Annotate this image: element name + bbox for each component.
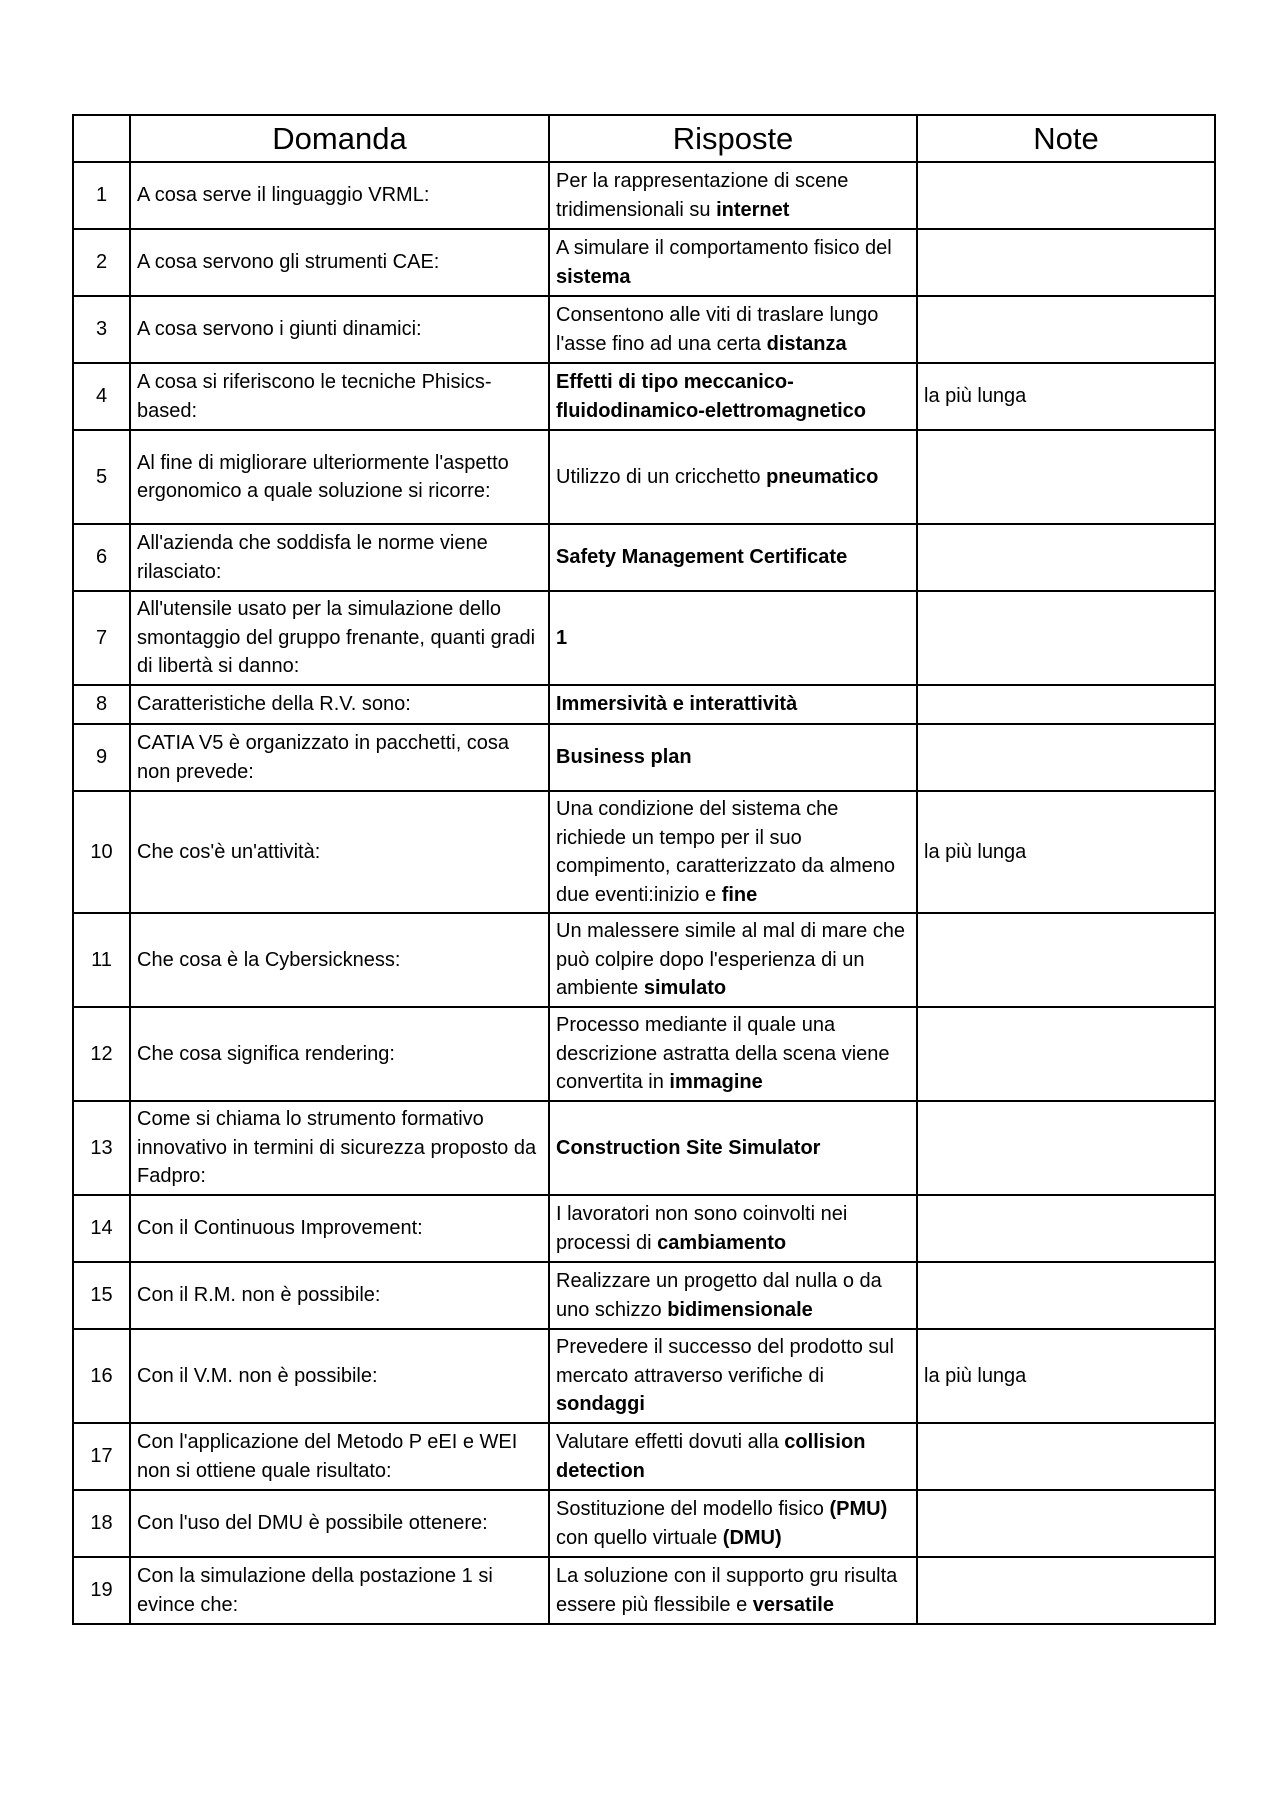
answer-cell	[549, 363, 917, 430]
answer-keyword: distanza	[766, 332, 847, 355]
question-cell: Con la simulazione della postazione 1 si evince che:	[130, 1557, 549, 1624]
row-number: 6	[73, 524, 130, 591]
header-note: Note	[917, 115, 1215, 162]
question-cell: Caratteristiche della R.V. sono:	[130, 685, 549, 724]
note-cell	[917, 229, 1215, 296]
answer-cell	[549, 1557, 917, 1624]
table-row	[73, 363, 1215, 430]
table-row	[73, 1007, 1215, 1101]
answer-keyword: Business plan	[556, 746, 692, 769]
row-number: 19	[73, 1557, 130, 1624]
header-answer: Risposte	[549, 115, 917, 162]
question-cell: Che cosa significa rendering:	[130, 1007, 549, 1101]
note-cell	[917, 162, 1215, 229]
row-number: 13	[73, 1101, 130, 1195]
answer-text: Una condizione del sistema che richiede un tempo per il suo compimento, caratterizzato da almeno due eventi:inizio e	[556, 798, 896, 906]
qa-table	[72, 114, 1216, 1625]
answer-text: Consentono alle viti di traslare lungo l'asse fino ad una certa	[556, 304, 879, 355]
table-row	[73, 791, 1215, 913]
answer-text: I lavoratori non sono coinvolti nei processi di	[556, 1203, 848, 1254]
header-number	[73, 115, 130, 162]
row-number: 4	[73, 363, 130, 430]
table-row	[73, 1490, 1215, 1557]
row-number: 16	[73, 1329, 130, 1423]
table-row	[73, 1557, 1215, 1624]
answer-cell	[549, 296, 917, 363]
note-cell	[917, 1007, 1215, 1101]
table-row	[73, 296, 1215, 363]
answer-keyword: sistema	[556, 265, 631, 288]
row-number: 11	[73, 913, 130, 1007]
question-cell: A cosa servono gli strumenti CAE:	[130, 229, 549, 296]
row-number: 2	[73, 229, 130, 296]
question-cell: Con l'uso del DMU è possibile ottenere:	[130, 1490, 549, 1557]
question-cell: A cosa serve il linguaggio VRML:	[130, 162, 549, 229]
note-cell	[917, 685, 1215, 724]
answer-keyword: sondaggi	[556, 1393, 645, 1416]
answer-text: Valutare effetti dovuti alla	[556, 1431, 779, 1453]
row-number: 14	[73, 1195, 130, 1262]
note-cell: la più lunga	[917, 363, 1215, 430]
table-row	[73, 913, 1215, 1007]
answer-text: A simulare il comportamento fisico del	[556, 237, 892, 259]
row-number: 9	[73, 724, 130, 791]
table-row	[73, 229, 1215, 296]
question-cell: Con il Continuous Improvement:	[130, 1195, 549, 1262]
table-row	[73, 1262, 1215, 1329]
answer-text: Prevedere il successo del prodotto sul mercato attraverso verifiche di	[556, 1336, 894, 1387]
answer-keyword: Safety Management Certificate	[556, 546, 848, 569]
note-cell: la più lunga	[917, 1329, 1215, 1423]
row-number: 17	[73, 1423, 130, 1490]
answer-keyword: bidimensionale	[667, 1298, 813, 1321]
answer-cell	[549, 685, 917, 724]
table-row	[73, 591, 1215, 685]
answer-keyword: cambiamento	[657, 1231, 787, 1254]
row-number: 18	[73, 1490, 130, 1557]
question-cell: Al fine di migliorare ulteriormente l'aspetto ergonomico a quale soluzione si ricorre:	[130, 430, 549, 524]
note-cell	[917, 524, 1215, 591]
table-body	[73, 162, 1215, 1624]
answer-text: con quello virtuale	[556, 1526, 718, 1549]
question-cell: All'utensile usato per la simulazione dello smontaggio del gruppo frenante, quanti gradi di libertà si danno:	[130, 591, 549, 685]
row-number: 12	[73, 1007, 130, 1101]
question-cell: Come si chiama lo strumento formativo innovativo in termini di sicurezza proposto da Fadpro:	[130, 1101, 549, 1195]
row-number: 3	[73, 296, 130, 363]
note-cell	[917, 913, 1215, 1007]
answer-cell	[549, 724, 917, 791]
question-cell: Che cos'è un'attività:	[130, 791, 549, 913]
answer-cell	[549, 162, 917, 229]
answer-cell	[549, 591, 917, 685]
table-row	[73, 1195, 1215, 1262]
row-number: 10	[73, 791, 130, 913]
question-cell: A cosa servono i giunti dinamici:	[130, 296, 549, 363]
table-row	[73, 685, 1215, 724]
answer-cell	[549, 1195, 917, 1262]
question-cell: All'azienda che soddisfa le norme viene rilasciato:	[130, 524, 549, 591]
answer-cell	[549, 913, 917, 1007]
table-row	[73, 1423, 1215, 1490]
answer-keyword: simulato	[643, 977, 727, 1000]
row-number: 7	[73, 591, 130, 685]
answer-keyword: versatile	[752, 1593, 834, 1616]
answer-cell	[549, 1423, 917, 1490]
question-cell: A cosa si riferiscono le tecniche Phisics-based:	[130, 363, 549, 430]
answer-keyword: (DMU)	[722, 1526, 782, 1549]
answer-keyword: Effetti di tipo meccanico-fluidodinamico-elettromagnetico	[556, 371, 867, 422]
table-row	[73, 724, 1215, 791]
note-cell: la più lunga	[917, 791, 1215, 913]
answer-cell	[549, 1329, 917, 1423]
answer-text: Per la rappresentazione di scene tridimensionali su	[556, 170, 849, 221]
answer-cell	[549, 1007, 917, 1101]
answer-keyword: fine	[721, 883, 758, 906]
answer-keyword: Construction Site Simulator	[556, 1136, 821, 1159]
note-cell	[917, 430, 1215, 524]
note-cell	[917, 1423, 1215, 1490]
answer-cell	[549, 430, 917, 524]
question-cell: Con il V.M. non è possibile:	[130, 1329, 549, 1423]
question-cell: Che cosa è la Cybersickness:	[130, 913, 549, 1007]
table-row	[73, 162, 1215, 229]
answer-keyword: collision detection	[556, 1431, 866, 1482]
answer-keyword: Immersività e interattività	[556, 693, 798, 716]
table-row	[73, 1329, 1215, 1423]
answer-cell	[549, 1262, 917, 1329]
note-cell	[917, 296, 1215, 363]
row-number: 5	[73, 430, 130, 524]
answer-cell	[549, 1490, 917, 1557]
answer-cell	[549, 1101, 917, 1195]
answer-cell	[549, 229, 917, 296]
header-row	[73, 115, 1215, 162]
answer-keyword: pneumatico	[766, 465, 879, 488]
note-cell	[917, 591, 1215, 685]
note-cell	[917, 1101, 1215, 1195]
answer-cell	[549, 524, 917, 591]
answer-keyword: immagine	[669, 1071, 763, 1094]
note-cell	[917, 1557, 1215, 1624]
answer-text: Realizzare un progetto dal nulla o da uno schizzo	[556, 1270, 882, 1321]
answer-text: Un malessere simile al mal di mare che può colpire dopo l'esperienza di un ambiente	[556, 920, 906, 1000]
row-number: 1	[73, 162, 130, 229]
answer-text: Utilizzo di un cricchetto	[556, 465, 761, 488]
header-question: Domanda	[130, 115, 549, 162]
answer-text: La soluzione con il supporto gru risulta essere più flessibile e	[556, 1565, 898, 1616]
answer-text: Sostituzione del modello fisico	[556, 1498, 824, 1520]
answer-keyword: internet	[716, 198, 790, 221]
question-cell: CATIA V5 è organizzato in pacchetti, cosa non prevede:	[130, 724, 549, 791]
note-cell	[917, 1262, 1215, 1329]
question-cell: Con il R.M. non è possibile:	[130, 1262, 549, 1329]
table-row	[73, 1101, 1215, 1195]
answer-text: Processo mediante il quale una descrizione astratta della scena viene convertita in	[556, 1014, 890, 1094]
answer-keyword: (PMU)	[829, 1498, 888, 1520]
note-cell	[917, 1195, 1215, 1262]
table-row	[73, 524, 1215, 591]
row-number: 15	[73, 1262, 130, 1329]
answer-cell	[549, 791, 917, 913]
table-row	[73, 430, 1215, 524]
note-cell	[917, 724, 1215, 791]
note-cell	[917, 1490, 1215, 1557]
answer-keyword: 1	[556, 626, 568, 649]
row-number: 8	[73, 685, 130, 724]
question-cell: Con l'applicazione del Metodo P eEI e WEI non si ottiene quale risultato:	[130, 1423, 549, 1490]
